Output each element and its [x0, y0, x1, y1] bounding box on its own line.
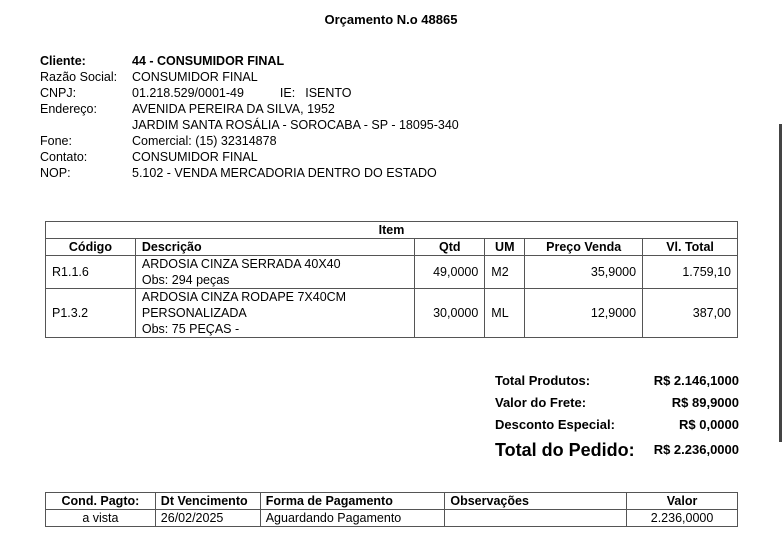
fone-label: Fone:: [40, 134, 72, 148]
descricao-obs: Obs: 294 peças: [141, 273, 230, 287]
cnpj-row: [40, 85, 459, 101]
cell-descricao: [135, 289, 414, 338]
items-table: [45, 221, 738, 338]
cell-um: M2: [485, 256, 525, 289]
total-pedido-value: R$ 2.236,0000: [653, 442, 739, 457]
col-header-total: Vl. Total: [643, 239, 738, 256]
endereco-label: Endereço:: [40, 102, 97, 116]
nop-row: [40, 165, 459, 181]
ie-label: IE:: [279, 86, 296, 100]
contato-label: Contato:: [40, 150, 88, 164]
descricao-obs: Obs: 75 PEÇAS -: [141, 322, 240, 336]
fone-value: Comercial: (15) 32314878: [132, 134, 277, 148]
total-produtos-label: Total Produtos:: [495, 373, 591, 388]
col-header-forma: Forma de Pagamento: [260, 493, 445, 510]
cell-descricao: [135, 256, 414, 289]
col-header-vencimento: Dt Vencimento: [155, 493, 260, 510]
nop-value: 5.102 - VENDA MERCADORIA DENTRO DO ESTADO: [132, 166, 437, 180]
valor-frete-label: Valor do Frete:: [495, 395, 587, 410]
table-row: [46, 289, 738, 338]
payment-table: [45, 492, 738, 527]
cell-cond-pagto: a vista: [46, 510, 156, 527]
payment-header-row: [46, 493, 738, 510]
cell-preco: 35,9000: [525, 256, 643, 289]
table-row: [46, 510, 738, 527]
cnpj-value: 01.218.529/0001-49: [132, 86, 244, 100]
total-pedido-row: [495, 436, 739, 464]
cell-total: 387,00: [643, 289, 738, 338]
cliente-label: Cliente:: [40, 54, 86, 68]
document-title: Orçamento N.o 48865: [324, 12, 458, 27]
cliente-value: 44 - CONSUMIDOR FINAL: [132, 54, 285, 68]
col-header-preco: Preço Venda: [525, 239, 643, 256]
cell-total: 1.759,10: [643, 256, 738, 289]
col-header-descricao: Descrição: [135, 239, 414, 256]
valor-frete-row: [495, 392, 739, 414]
endereco-row-2: [40, 117, 459, 133]
cell-codigo: P1.3.2: [46, 289, 136, 338]
items-header-row: [46, 239, 738, 256]
customer-info: [40, 53, 459, 181]
cell-forma: Aguardando Pagamento: [260, 510, 445, 527]
valor-frete-value: R$ 89,9000: [671, 395, 739, 410]
endereco-row: [40, 101, 459, 117]
col-header-cond-pagto: Cond. Pagto:: [46, 493, 156, 510]
desconto-value: R$ 0,0000: [679, 417, 739, 432]
total-produtos-value: R$ 2.146,1000: [653, 373, 739, 388]
col-header-um: UM: [485, 239, 525, 256]
cnpj-label: CNPJ:: [40, 86, 77, 100]
cell-preco: 12,9000: [525, 289, 643, 338]
nop-label: NOP:: [40, 166, 71, 180]
cell-qtd: 49,0000: [415, 256, 485, 289]
col-header-valor: Valor: [627, 493, 738, 510]
total-produtos-row: [495, 370, 739, 392]
contato-row: [40, 149, 459, 165]
desconto-label: Desconto Especial:: [495, 417, 615, 432]
col-header-codigo: Código: [46, 239, 136, 256]
razao-value: CONSUMIDOR FINAL: [132, 70, 258, 84]
cell-vencimento: 26/02/2025: [155, 510, 260, 527]
table-row: [46, 256, 738, 289]
col-header-observacoes: Observações: [445, 493, 627, 510]
descricao-line: ARDOSIA CINZA SERRADA 40X40: [141, 257, 341, 271]
fone-row: [40, 133, 459, 149]
contato-value: CONSUMIDOR FINAL: [132, 150, 258, 164]
items-group-header: Item: [46, 222, 738, 239]
col-header-qtd: Qtd: [415, 239, 485, 256]
descricao-line: ARDOSIA CINZA RODAPE 7X40CM: [141, 290, 347, 304]
endereco-line-2: JARDIM SANTA ROSÁLIA - SOROCABA - SP - 18095-340: [132, 118, 459, 132]
cell-um: ML: [485, 289, 525, 338]
totals-block: [495, 370, 739, 464]
cell-valor: 2.236,0000: [627, 510, 738, 527]
cell-observacoes: [445, 510, 627, 527]
cell-codigo: R1.1.6: [46, 256, 136, 289]
cliente-row: [40, 53, 459, 69]
endereco-line-1: AVENIDA PEREIRA DA SILVA, 1952: [132, 102, 335, 116]
ie-value: ISENTO: [305, 86, 352, 100]
razao-label: Razão Social:: [40, 70, 118, 84]
cell-qtd: 30,0000: [415, 289, 485, 338]
desconto-row: [495, 414, 739, 436]
razao-row: [40, 69, 459, 85]
total-pedido-label: Total do Pedido:: [495, 440, 635, 460]
descricao-line: PERSONALIZADA: [141, 306, 247, 320]
